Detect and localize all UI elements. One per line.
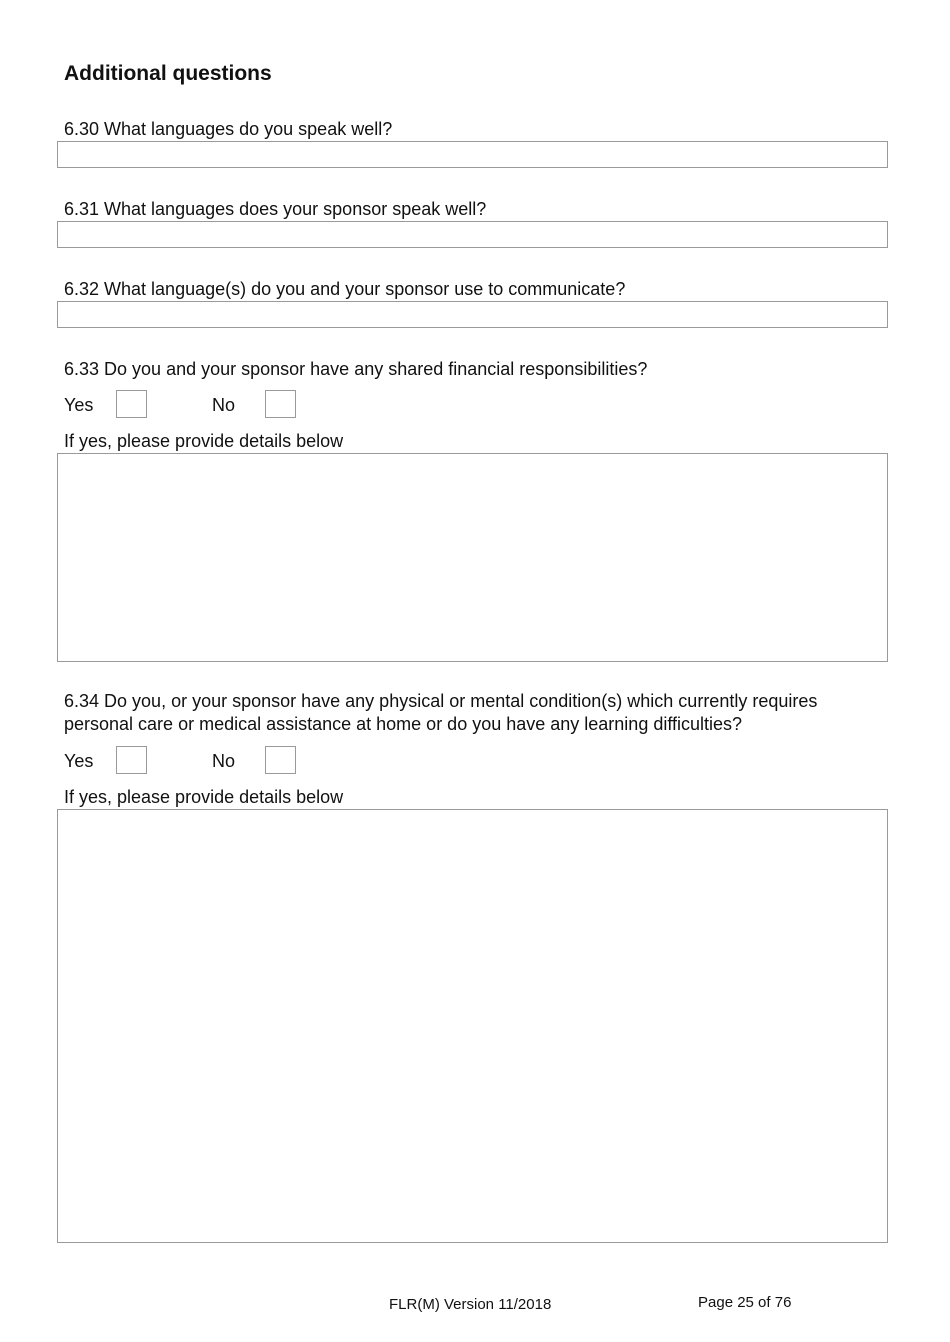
languages-spoken-input[interactable] xyxy=(57,141,888,168)
q633-yes-label: Yes xyxy=(64,395,94,415)
form-version: FLR(M) Version 11/2018 xyxy=(389,1296,552,1313)
q634-details-label: If yes, please provide details below xyxy=(64,787,344,807)
q633-details-label: If yes, please provide details below xyxy=(64,431,344,451)
sponsor-languages-input[interactable] xyxy=(57,221,888,248)
q633-no-checkbox[interactable] xyxy=(265,390,296,418)
financial-responsibilities-details[interactable] xyxy=(57,453,888,662)
communication-language-input[interactable] xyxy=(57,301,888,328)
question-6-34-label-line2: personal care or medical assistance at home or do you have any learning difficulties? xyxy=(64,714,743,734)
section-title: Additional questions xyxy=(64,62,272,85)
q633-no-label: No xyxy=(212,395,236,415)
q634-no-checkbox[interactable] xyxy=(265,746,296,774)
question-6-31-label: 6.31 What languages does your sponsor speak well? xyxy=(64,199,487,219)
question-6-30-label: 6.30 What languages do you speak well? xyxy=(64,119,393,139)
question-6-32-label: 6.32 What language(s) do you and your sponsor use to communicate? xyxy=(64,279,626,299)
page-number: Page 25 of 76 xyxy=(698,1294,792,1311)
q634-yes-label: Yes xyxy=(64,751,94,771)
q633-yes-checkbox[interactable] xyxy=(116,390,147,418)
q634-no-label: No xyxy=(212,751,236,771)
q634-yes-checkbox[interactable] xyxy=(116,746,147,774)
medical-condition-details[interactable] xyxy=(57,809,888,1243)
question-6-34-label-line1: 6.34 Do you, or your sponsor have any physical or mental condition(s) which currently requires xyxy=(64,691,818,711)
question-6-33-label: 6.33 Do you and your sponsor have any shared financial responsibilities? xyxy=(64,359,648,379)
